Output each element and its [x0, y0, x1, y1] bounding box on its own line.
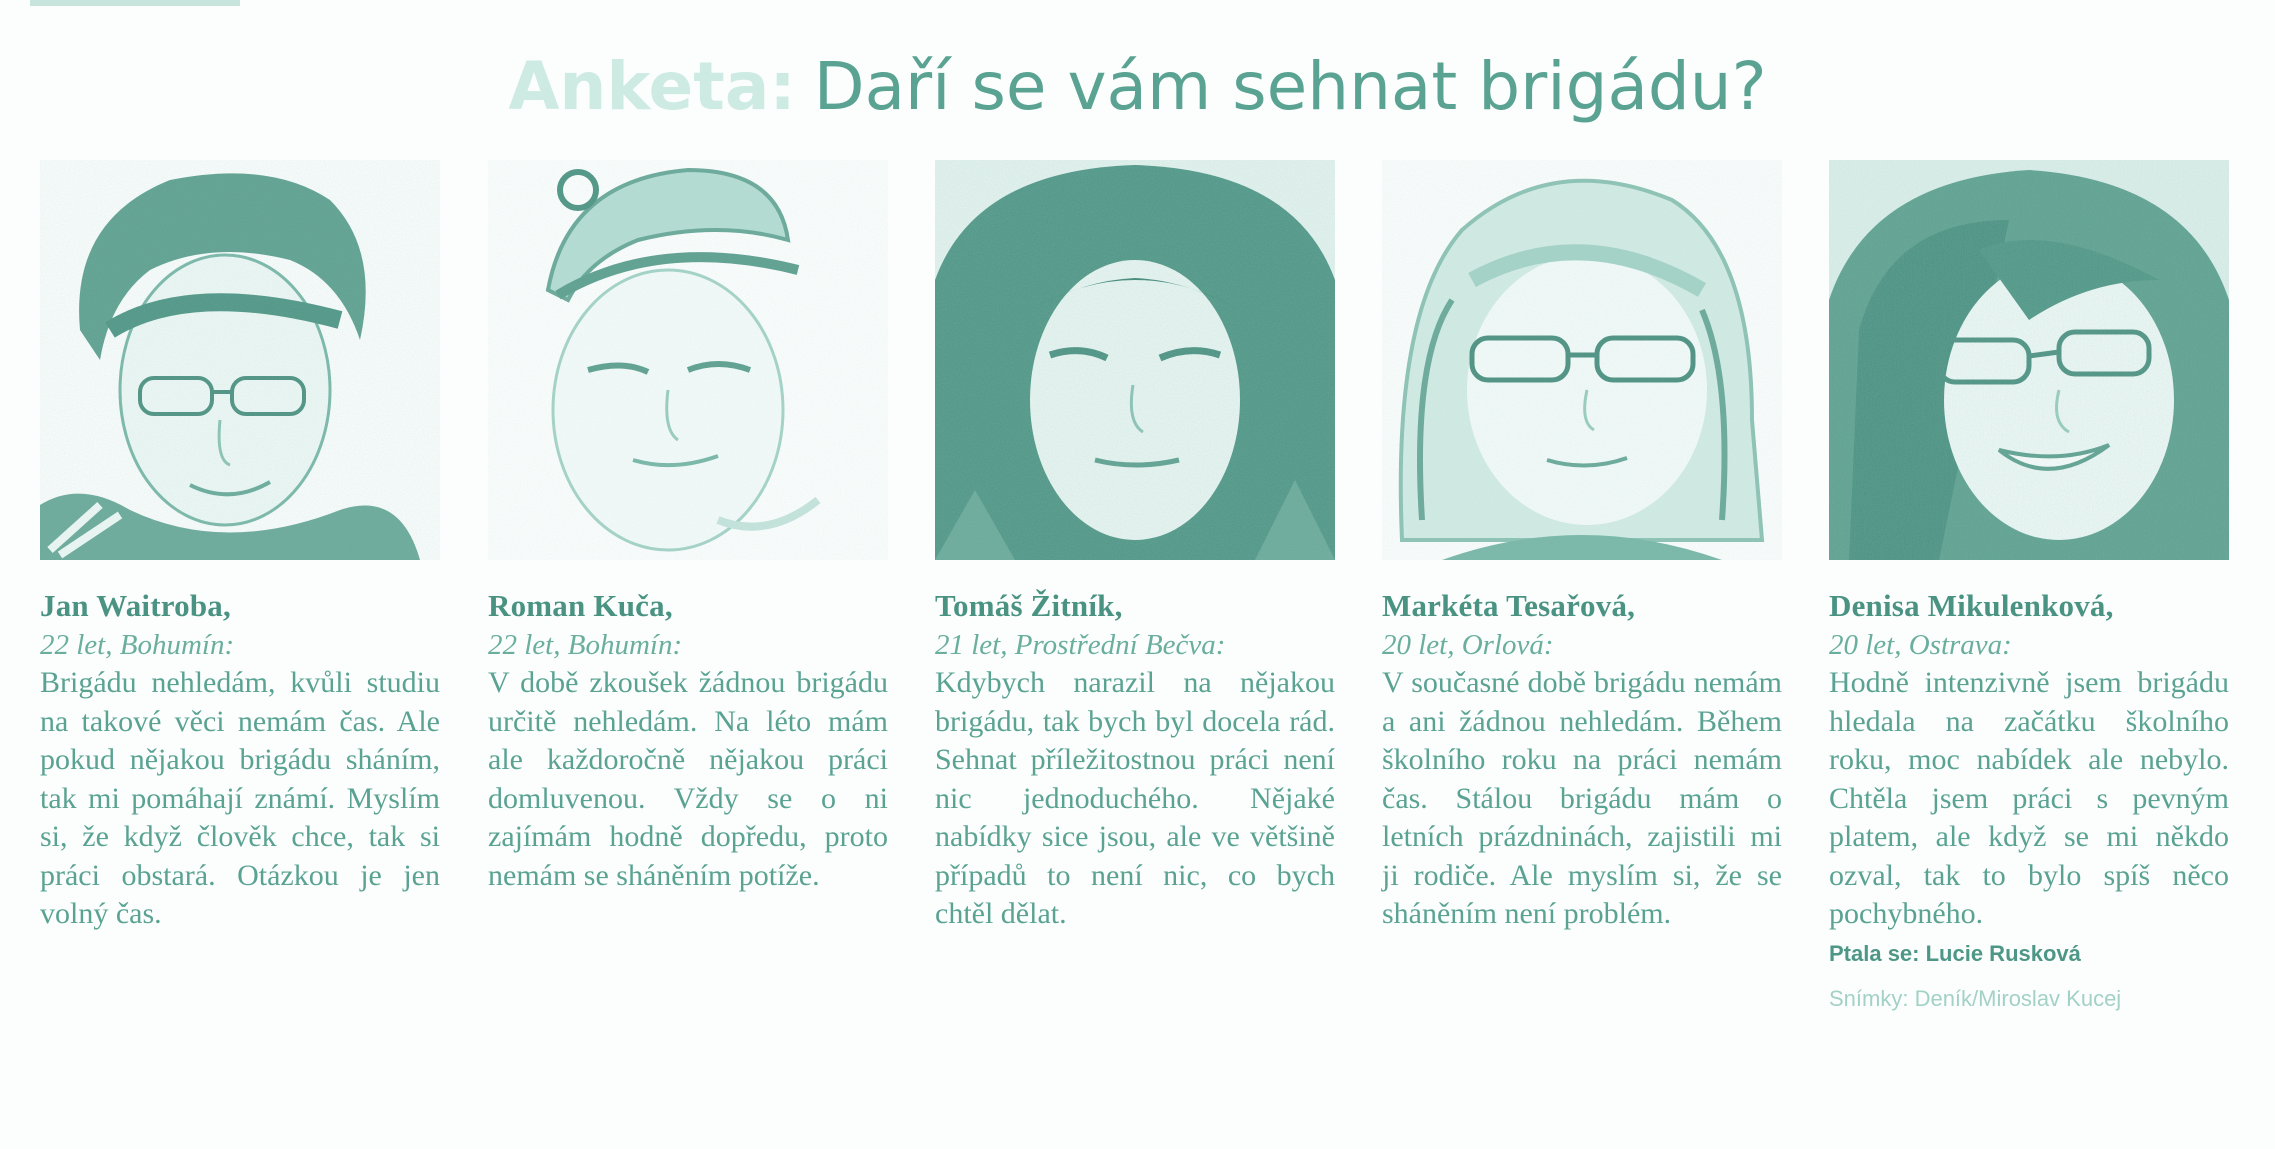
portrait-photo [1829, 160, 2229, 560]
respondent-name: Denisa Mikulenková, [1829, 588, 2114, 623]
portrait-photo [488, 160, 888, 560]
top-rule [30, 0, 240, 6]
respondent-card [40, 160, 440, 934]
respondent-name: Roman Kuča, [488, 588, 673, 623]
respondent-card [1829, 160, 2229, 1014]
respondent-age-city: 20 let, Orlová: [1382, 629, 1554, 661]
respondent-age-city: 20 let, Ostrava: [1829, 629, 2012, 661]
respondent-answer: V současné době brigádu nemám a ani žádnou nehledám. Během školního roku na práci nemám čas. Stálou brigádu mám o letních prázdninách, zajistili mi ji rodiče. Ale myslím si, že se sháněním není problém. [1382, 666, 1782, 930]
respondent-answer: Brigádu nehledám, kvůli studiu na takové věci nemám čas. Ale pokud nějakou brigádu sháním, tak mi pomáhají známí. Myslím si, že když člověk chce, tak si práci obstará. Otázkou je jen volný čas. [40, 666, 440, 930]
respondent-card [488, 160, 888, 895]
respondent-answer: Kdybych narazil na nějakou brigádu, tak bych byl docela rád. Sehnat příležitostnou práci není nic jednoduchého. Nějaké nabídky sice jsou, ale ve většině případů to není nic, co bych chtěl dělat. [935, 666, 1335, 930]
headline [0, 42, 2275, 132]
respondent-age-city: 22 let, Bohumín: [488, 629, 683, 661]
portrait-photo [1382, 160, 1782, 560]
respondent-card [935, 160, 1335, 934]
respondent-answer: Hodně intenzivně jsem brigádu hledala na začátku školního roku, moc nabídek ale nebylo. Chtěla jsem práci s pevným platem, ale když se mi někdo ozval, tak to bylo spíš něco pochybného. [1829, 666, 2229, 930]
headline-question: Daří se vám sehnat brigádu? [813, 48, 1767, 125]
photo-credit: Snímky: Deník/Miroslav Kucej [1829, 985, 2122, 1011]
respondent-name: Markéta Tesařová, [1382, 588, 1636, 623]
portrait-photo [40, 160, 440, 560]
respondent-age-city: 21 let, Prostřední Bečva: [935, 629, 1226, 661]
respondent-name: Tomáš Žitník, [935, 588, 1123, 623]
respondent-card [1382, 160, 1782, 934]
headline-kicker: Anketa: [508, 48, 796, 125]
respondent-answer: V době zkoušek žádnou brigádu určitě nehledám. Na léto mám ale každoročně nějakou práci domluvenou. Vždy se o ni zajímám hodně dopředu, proto nemám se sháněním potíže. [488, 666, 888, 892]
interviewer-credit: Ptala se: Lucie Rusková [1829, 940, 2081, 966]
respondent-name: Jan Waitroba, [40, 588, 231, 623]
respondent-age-city: 22 let, Bohumín: [40, 629, 235, 661]
respondent-columns [40, 160, 2240, 1120]
portrait-photo [935, 160, 1335, 560]
